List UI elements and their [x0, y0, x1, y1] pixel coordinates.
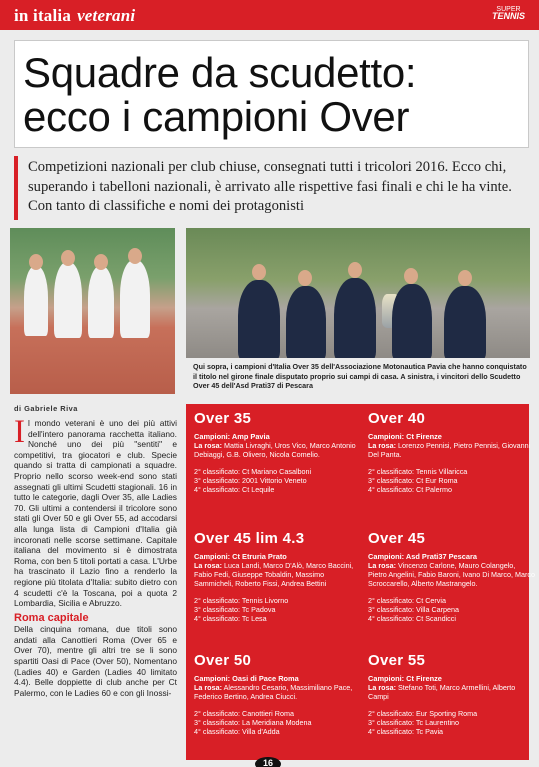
photo-caption: Qui sopra, i campioni d'Italia Over 35 dell'Associazione Motonautica Pavia che hanno conquistato il titolo nel girone finale disputato proprio sui campi di casa. A sinistra, i vincitori dello Scudetto Over 45 dell'Asd Prati37 di Pescara [193, 362, 527, 391]
section-label [14, 6, 135, 26]
roster-label: La rosa: [368, 683, 396, 692]
category-over-40 [368, 410, 536, 494]
standfirst: Competizioni nazionali per club chiuse, consegnati tutti i tricolori 2016. Ecco chi, superando i tabelloni nazionali, è arrivato alle rispettive fasi finali e chi le ha vinte. Con tanto di classifiche e nomi dei protagonisti [28, 159, 512, 214]
roster-names: Lorenzo Pennisi, Pietro Pennisi, Giovanni Del Panta. [368, 441, 531, 459]
subhead: Roma capitale [14, 611, 89, 624]
category-placings [368, 596, 536, 623]
headline-box [14, 40, 529, 148]
category-champions: Campioni: Amp Pavia [194, 432, 270, 441]
player-figure [286, 286, 326, 358]
category-placings [368, 467, 536, 494]
placing-3: 3° classificato: Tc Laurentino [368, 718, 460, 727]
subsection-name: veterani [77, 6, 136, 25]
category-over-45-lim [194, 530, 362, 623]
player-head [61, 250, 75, 266]
player-head [348, 262, 362, 278]
player-head [29, 254, 43, 270]
placing-2: 2° classificato: Ct Cervia [368, 596, 446, 605]
placing-3: 3° classificato: Villa Carpena [368, 605, 460, 614]
category-roster [368, 683, 536, 701]
roster-names: Alessandro Cesario, Massimiliano Pace, Federico Bertino, Andrea Ciucci. [194, 683, 353, 701]
category-champions: Campioni: Ct Firenze [368, 674, 442, 683]
placing-2: 2° classificato: Canottieri Roma [194, 709, 294, 718]
drop-cap: I [14, 414, 25, 450]
placing-4: 4° classificato: Villa d'Adda [194, 727, 280, 736]
section-bar [0, 0, 539, 30]
player-figure [334, 278, 376, 358]
category-over-50 [194, 652, 362, 736]
player-head [252, 264, 266, 280]
placing-3: 3° classificato: Ct Eur Roma [368, 476, 458, 485]
brand-top: SUPER [496, 6, 521, 13]
placing-2: 2° classificato: Ct Mariano Casalboni [194, 467, 312, 476]
category-champions: Campioni: Ct Firenze [368, 432, 442, 441]
roster-label: La rosa: [194, 561, 222, 570]
category-placings [368, 709, 536, 736]
placing-2: 2° classificato: Tennis Villaricca [368, 467, 468, 476]
results-panel [186, 404, 535, 760]
paragraph-intro [14, 414, 177, 609]
player-figure [54, 262, 82, 338]
player-figure [392, 284, 432, 358]
category-roster [194, 683, 362, 701]
roster-names: Luca Landi, Marco D'Alò, Marco Baccini, Fabio Fedi, Giuseppe Tobaldin, Massimo Sammicheli, Roberto Fissi, Andrea Bettini [194, 561, 354, 588]
player-figure [238, 280, 280, 358]
paragraph-intro-text: l mondo veterani è uno dei più attivi dell'intero panorama racchetta italiano. Nonché uno dei più "sentiti" e competitivi, tra giocatori e club. Specie quando si tratta di campionati a squadre. Proprio nello scorso week-end sono stati assegnati gli ultimi Scudetti stagionali. 16 in tutto le categorie, dagli Over 35, alle Ladies 70. Gli ultimi a contendersi il tricolore sono stati gli Over 50 e gli Over 55, ad accodarsi alla lunga lista di Campioni d'Italia già incoronati nelle scorse settimane. Capitale italiana del movimento si è dimostrata Roma, con ben 5 titoli portati a casa. L'Urbe ha trascinato il Lazio fino a renderlo la regione più titolata d'Italia: subito dietro con 4 scudetti c'è la Toscana, poi a quota 2 Lombardia, Sicilia e Abruzzo. [14, 418, 177, 609]
category-champions: Campioni: Asd Prati37 Pescara [368, 552, 477, 561]
category-title: Over 50 [194, 652, 252, 669]
roster-label: La rosa: [368, 561, 396, 570]
category-title: Over 45 lim 4.3 [194, 530, 305, 547]
player-head [298, 270, 312, 286]
category-title: Over 45 [368, 530, 426, 547]
player-figure [24, 266, 48, 336]
placing-2: 2° classificato: Eur Sporting Roma [368, 709, 478, 718]
category-placings [194, 467, 362, 494]
category-over-45 [368, 530, 536, 623]
article-body [14, 414, 177, 698]
photo-over35-team [186, 228, 530, 358]
placing-4: 4° classificato: Tc Pavia [368, 727, 444, 736]
placing-4: 4° classificato: Ct Scandicci [368, 614, 456, 623]
player-head [94, 254, 108, 270]
placing-4: 4° classificato: Ct Palermo [368, 485, 452, 494]
placing-3: 3° classificato: La Meridiana Modena [194, 718, 312, 727]
player-head [458, 270, 472, 286]
roster-names: Mattia Livraghi, Uros Vico, Marco Antonio Debiaggi, G.B. Olivero, Nicola Comelio. [194, 441, 356, 459]
placing-3: 3° classificato: 2001 Vittorio Veneto [194, 476, 307, 485]
roster-names: Stefano Toti, Marco Armellini, Alberto Campi [368, 683, 516, 701]
category-title: Over 55 [368, 652, 426, 669]
category-title: Over 35 [194, 410, 252, 427]
category-placings [194, 596, 362, 623]
player-head [128, 248, 142, 264]
roster-label: La rosa: [368, 441, 396, 450]
headline [23, 51, 416, 139]
headline-line-1: Squadre da scudetto: [23, 49, 417, 96]
placing-4: 4° classificato: Tc Lesa [194, 614, 267, 623]
placing-2: 2° classificato: Tennis Livorno [194, 596, 289, 605]
photo-over45-team [10, 228, 175, 394]
category-champions: Campioni: Oasi di Pace Roma [194, 674, 299, 683]
player-figure [88, 266, 114, 338]
category-roster [368, 561, 536, 588]
brand-logo [492, 6, 525, 20]
headline-line-2: ecco i campioni Over [23, 93, 410, 140]
placing-4: 4° classificato: Ct Lequile [194, 485, 275, 494]
player-head [404, 268, 418, 284]
dek-rule [14, 156, 18, 220]
category-over-35 [194, 410, 362, 494]
category-title: Over 40 [368, 410, 426, 427]
category-placings [194, 709, 362, 736]
section-name: in italia [14, 6, 72, 25]
category-over-55 [368, 652, 536, 736]
paragraph-roma: Della cinquina romana, due titoli sono andati alla Canottieri Roma (Over 65 e Over 70), mentre gli altri tre se li sono spartiti Oasi di Pace (Over 50), Nomentano (Ladies 40) e Garden (Ladies 40 limitato 4.4). Belle doppiette di club anche per Ct Palermo, con le Ladies 60 e con gli Inossi- [14, 624, 177, 698]
player-figure [120, 260, 150, 338]
category-roster [368, 441, 536, 459]
category-roster [194, 561, 362, 588]
roster-names: Vincenzo Carlone, Mauro Colangelo, Pietro Angelini, Fabio Baroni, Ivano Di Marco, Marco Scroccarello, Alberto Mastrangelo. [368, 561, 535, 588]
page-number: 16 [255, 757, 281, 767]
byline: di Gabriele Riva [14, 404, 78, 413]
category-champions: Campioni: Ct Etruria Prato [194, 552, 287, 561]
player-figure [444, 286, 486, 358]
roster-label: La rosa: [194, 683, 222, 692]
roster-label: La rosa: [194, 441, 222, 450]
brand-bottom: TENNIS [491, 11, 525, 21]
placing-3: 3° classificato: Tc Padova [194, 605, 276, 614]
category-roster [194, 441, 362, 459]
